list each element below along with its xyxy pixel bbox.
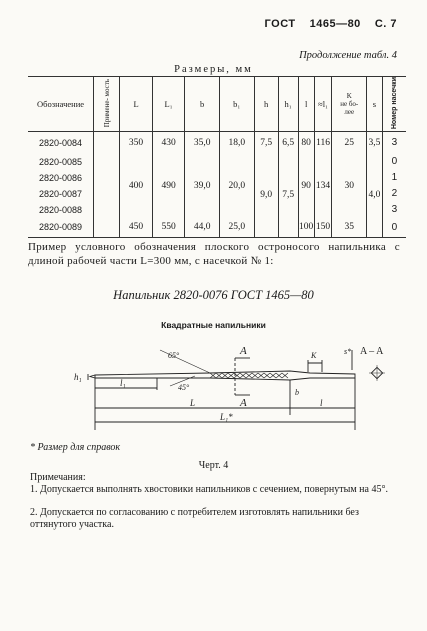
cell-code: 2820-0087 [39, 188, 83, 199]
cell-notch: 0 [382, 218, 406, 238]
page-header [251, 18, 397, 30]
label-angle-65: 65° [168, 351, 180, 360]
table-row [28, 132, 406, 154]
notch-label: Номер насечки [390, 77, 398, 130]
cell-l: 100 [298, 218, 314, 238]
label-L: L [190, 398, 196, 408]
cell-applicability [94, 132, 120, 154]
header-page: С. 7 [374, 18, 397, 30]
drawing-title: Квадратные напильники [161, 320, 266, 330]
notch-hatch [210, 373, 288, 378]
cell-K: 35 [332, 218, 367, 238]
label-s: s* [344, 347, 352, 356]
col-designation: Обозначение [28, 77, 94, 132]
header-number: 1465—80 [309, 18, 361, 30]
label-angle-45: 45° [178, 383, 190, 392]
cell-code: 2820-0089 [39, 222, 83, 233]
example-paragraph: Пример условного обозначения плоского остроносого напильника с длиной рабочей части L=300 мм, с насечкой № 1: [28, 241, 400, 267]
cell-code: 2820-0086 [39, 172, 83, 183]
col-L1: L₁ [152, 77, 185, 132]
table-header-row [28, 77, 406, 132]
cell-L-merged: 400 [120, 154, 153, 218]
cell-h: 7,5 [254, 132, 278, 154]
cell-K-merged: 30 [332, 154, 367, 218]
col-s: s [367, 77, 383, 132]
label-h1: h₁ [74, 372, 82, 382]
note-1: 1. Допускается выполнять хвостовики напильников с сечением, повернутым на 45°. [30, 484, 388, 495]
label-l1: l₁ [120, 378, 126, 388]
cell-L1-merged: 490 [152, 154, 185, 218]
cell-l: 80 [298, 132, 314, 154]
col-K: K не бо- лее [332, 77, 367, 132]
cell-L1: 550 [152, 218, 185, 238]
cell-notch: 0 [382, 154, 406, 170]
table-continuation: Продолжение табл. 4 [299, 50, 397, 61]
label-A2: A [240, 397, 247, 409]
col-notch [382, 77, 406, 132]
label-A1: A [240, 345, 247, 357]
header-gost: ГОСТ [264, 18, 296, 30]
cell-code: 2820-0088 [39, 204, 83, 215]
cell-b: 35,0 [185, 132, 220, 154]
label-K: K [311, 351, 317, 360]
note-2: 2. Допускается по согласованию с потребителем изготовлять напильники без оттянутого участка. [30, 507, 359, 530]
applicability-label: Примене- мость [102, 78, 111, 128]
col-h: h [254, 77, 278, 132]
cell-b-merged: 39,0 [185, 154, 220, 218]
label-L1: L₁* [220, 412, 233, 422]
cell-b1: 25,0 [219, 218, 254, 238]
table-row [28, 154, 406, 170]
cell-notch: 1 [382, 170, 406, 186]
notes-title: Примечания: [30, 472, 86, 483]
cell-L1: 430 [152, 132, 185, 154]
footnote: * Размер для справок [30, 442, 121, 453]
example-designation: Напильник 2820-0076 ГОСТ 1465—80 [113, 288, 314, 302]
file-drawing [60, 330, 390, 430]
cell-L: 350 [120, 132, 153, 154]
figure-caption: Черт. 4 [198, 460, 229, 471]
cell-l-merged: 90 [298, 154, 314, 218]
cell-s-merged: 4,0 [367, 154, 383, 238]
sizes-title: Размеры, мм [174, 64, 253, 75]
label-b: b [295, 388, 299, 397]
col-l1: ≈l₁ [314, 77, 332, 132]
cell-notch: 3 [382, 202, 406, 218]
cell-b: 44,0 [185, 218, 220, 238]
cell-code: 2820-0084 [39, 137, 83, 148]
dimensions-table [28, 76, 406, 238]
cell-K: 25 [332, 132, 367, 154]
cell-l1: 150 [314, 218, 332, 238]
col-b1: b₁ [219, 77, 254, 132]
cell-h-merged: 9,0 [254, 154, 278, 238]
cell-h1: 6,5 [278, 132, 298, 154]
col-l: l [298, 77, 314, 132]
cell-l1: 116 [314, 132, 332, 154]
table-row [28, 218, 406, 238]
cell-l1-merged: 134 [314, 154, 332, 218]
cell-s: 3,5 [367, 132, 383, 154]
cell-b1-merged: 20,0 [219, 154, 254, 218]
col-h1: h₁ [278, 77, 298, 132]
col-L: L [120, 77, 153, 132]
cell-notch: 3 [382, 132, 406, 154]
cell-notch: 2 [382, 186, 406, 202]
cell-code: 2820-0085 [39, 156, 83, 167]
col-b: b [185, 77, 220, 132]
cell-b1: 18,0 [219, 132, 254, 154]
cell-applicability [94, 154, 120, 238]
label-section: A – A [360, 346, 384, 357]
label-l: l [320, 398, 323, 408]
col-applicability [94, 77, 120, 132]
cell-h1-merged: 7,5 [278, 154, 298, 238]
cell-L: 450 [120, 218, 153, 238]
